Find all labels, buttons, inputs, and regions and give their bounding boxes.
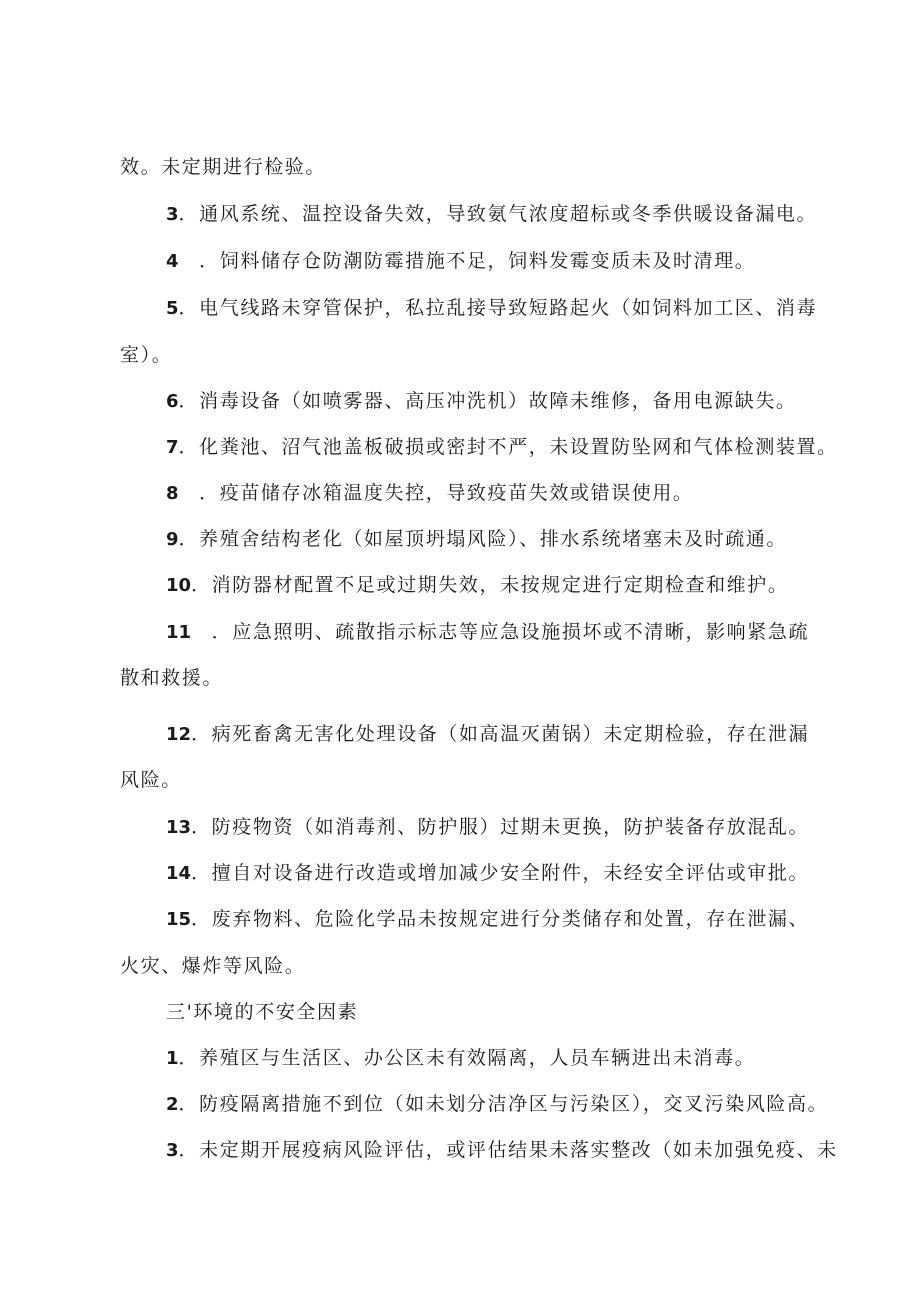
list-item: 6．消毒设备（如喷雾器、高压冲洗机）故障未维修，备用电源缺失。 <box>166 390 797 412</box>
list-item: 10．消防器材配置不足或过期失效，未按规定进行定期检查和维护。 <box>166 574 789 596</box>
list-item: 5．电气线路未穿管保护，私拉乱接导致短路起火（如饲料加工区、消毒 <box>166 297 818 319</box>
list-item: 13．防疫物资（如消毒剂、防护服）过期未更换，防护装备存放混乱。 <box>166 816 810 838</box>
list-item: 15．废弃物料、危险化学品未按规定进行分类储存和处置，存在泄漏、 <box>166 908 810 930</box>
paragraph-line: 散和救援。 <box>120 667 224 689</box>
paragraph-line: 火灾、爆炸等风险。 <box>120 955 306 977</box>
paragraph-line: 效。未定期进行检验。 <box>120 156 327 178</box>
list-item: 9．养殖舍结构老化（如屋顶坍塌风险）、排水系统堵塞未及时疏通。 <box>166 528 788 550</box>
list-item: 3．通风系统、温控设备失效，导致氨气浓度超标或冬季供暖设备漏电。 <box>166 203 818 225</box>
list-item: 2．防疫隔离措施不到位（如未划分洁净区与污染区），交叉污染风险高。 <box>166 1093 829 1115</box>
list-item: 11 ．应急照明、疏散指示标志等应急设施损坏或不清晰，影响紧急疏 <box>166 621 810 643</box>
list-item: 12．病死畜禽无害化处理设备（如高温灭菌锅）未定期检验，存在泄漏 <box>166 723 810 745</box>
section-heading: 三'环境的不安全因素 <box>166 1001 359 1023</box>
list-item: 1．养殖区与生活区、办公区未有效隔离，人员车辆进出未消毒。 <box>166 1047 756 1069</box>
paragraph-line: 风险。 <box>120 769 182 791</box>
list-item: 7．化粪池、沼气池盖板破损或密封不严，未设置防坠网和气体检测装置。 <box>166 436 838 458</box>
list-item: 4 ．饲料储存仓防潮防霉措施不足，饲料发霉变质未及时清理。 <box>166 250 756 272</box>
paragraph-line: 室）。 <box>120 344 173 366</box>
list-item: 8 ．疫苗储存冰箱温度失控，导致疫苗失效或错误使用。 <box>166 482 694 504</box>
list-item: 14．擅自对设备进行改造或增加减少安全附件，未经安全评估或审批。 <box>166 862 810 884</box>
list-item: 3．未定期开展疫病风险评估，或评估结果未落实整改（如未加强免疫、未 <box>166 1139 838 1161</box>
